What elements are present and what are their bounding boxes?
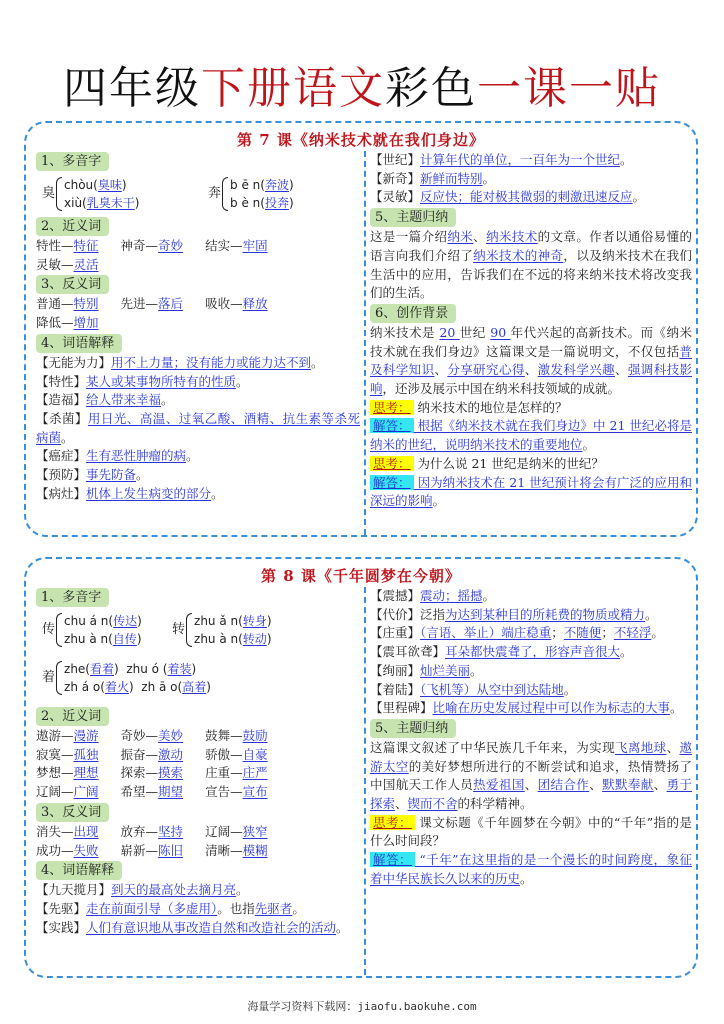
- pinyin: chu á n(: [64, 614, 114, 628]
- paren: ): [121, 178, 127, 192]
- term: 【灵敏】: [370, 189, 421, 205]
- pinyin: b è n(: [230, 196, 265, 210]
- antonym: 出现: [73, 823, 99, 839]
- keyword: 锲而不舍: [407, 796, 458, 812]
- word: 骄傲—: [205, 746, 243, 762]
- keyword: 纳米技术: [486, 229, 538, 245]
- answer: [370, 851, 692, 888]
- synonym: 广阔: [73, 784, 99, 800]
- punct: 。: [520, 870, 533, 886]
- synonym: 奇妙: [158, 238, 184, 253]
- text: 、: [524, 777, 538, 793]
- pinyin: b ē n(: [230, 178, 265, 192]
- definition: 走在前面引导（多虚用）: [86, 900, 218, 916]
- term: 【病灶】: [36, 485, 87, 501]
- synonym-row: [36, 764, 360, 783]
- polyphonic-item: [42, 608, 172, 652]
- synonym-row: [36, 256, 360, 275]
- brace-icon: [186, 613, 192, 647]
- definition-item: [36, 485, 360, 504]
- answer: [370, 417, 692, 454]
- definition: 机体上发生病变的部分: [86, 485, 212, 501]
- definition: 震动；摇撼: [420, 588, 483, 603]
- term: 【庄重】: [370, 625, 421, 641]
- section-theme: 5、主题归纳: [370, 719, 456, 738]
- synonym: 漫游: [73, 728, 99, 743]
- section-polyphonic: 1、多音字: [36, 152, 109, 171]
- lesson-8-left-column: [36, 587, 360, 937]
- synonym-row: [36, 727, 360, 746]
- word: 鼓舞—: [205, 728, 243, 743]
- text: 这篇课文叙述了中华民族几千年来，为实现: [370, 739, 615, 755]
- column-divider: [364, 151, 366, 535]
- synonym: 灵活: [73, 256, 99, 272]
- synonym-row: [36, 783, 360, 802]
- word: 先进—: [120, 296, 159, 312]
- word: 崭新—: [120, 842, 159, 858]
- example-word: 看着: [89, 662, 114, 676]
- definition-item: [370, 188, 692, 207]
- term: 【代价】: [370, 606, 421, 622]
- punct: 。: [632, 189, 646, 205]
- answer: [370, 474, 692, 511]
- poly-char: 转: [172, 621, 186, 637]
- brace-icon: [56, 661, 62, 695]
- title-part-2: 下册语文: [201, 63, 385, 114]
- answer-tag: 解答：: [370, 852, 415, 867]
- lesson-8-right-column: [370, 587, 692, 889]
- word: 放弃—: [120, 823, 159, 839]
- text: 、: [615, 362, 628, 378]
- synonym: 特征: [73, 238, 99, 253]
- definition-item: [36, 900, 360, 919]
- synonym: 宣布: [242, 784, 268, 800]
- keyword: 默默奉献: [602, 777, 654, 793]
- paren: ): [288, 178, 294, 192]
- word: 成功—: [36, 842, 74, 858]
- definition: 用日光、高温、过氧乙酸、酒精、抗生素等杀死病菌: [36, 410, 360, 445]
- lesson-7-right-column: [370, 151, 692, 511]
- definition: （言语、举止）端庄稳重: [420, 625, 552, 641]
- background-paragraph: [370, 324, 692, 399]
- poly-char: 着: [42, 669, 56, 685]
- text: 、: [666, 739, 680, 755]
- term: 【绚丽】: [370, 662, 421, 678]
- brace-icon: [56, 177, 62, 211]
- example-word: 奔波: [264, 178, 289, 192]
- question: 为什么说 21 世纪是纳米的世纪？: [413, 455, 604, 471]
- punct: ；: [601, 625, 614, 641]
- synonym: 孤独: [73, 746, 99, 762]
- pinyin: xiù(: [64, 196, 87, 210]
- punct: 。: [236, 373, 249, 389]
- text: 、: [473, 229, 487, 245]
- antonym: 狭窄: [242, 823, 268, 839]
- antonym: 落后: [158, 296, 184, 312]
- definition: 生有恶性肿瘤的病: [86, 448, 187, 464]
- word: 遨游—: [36, 728, 74, 743]
- definition: 反应快；能对极其微弱的刺激迅速反应: [420, 189, 633, 205]
- definition: 计算年代的单位，一百年为一个世纪: [420, 152, 621, 167]
- definition: 不随便: [563, 625, 602, 641]
- example-word: 高着: [182, 680, 207, 694]
- synonym: 庄严: [242, 765, 268, 781]
- theme-paragraph: [370, 739, 692, 814]
- antonym: 模糊: [242, 842, 268, 858]
- keyword: 遨游太空: [370, 739, 692, 774]
- poly-char: 奔: [208, 185, 222, 201]
- antonym: 特别: [73, 296, 99, 312]
- synonym: 激动: [158, 746, 184, 762]
- keyword: 20: [439, 324, 460, 340]
- think-question: [370, 399, 692, 418]
- word: 奇妙—: [120, 728, 159, 743]
- keyword: 纳米技术的神奇: [473, 247, 564, 263]
- paren: ): [136, 632, 142, 646]
- title-part-4: 一课一贴: [477, 63, 661, 114]
- synonym-row: [36, 237, 360, 256]
- synonym: 美妙: [158, 728, 184, 743]
- definition: 人们有意识地从事改造自然和改造社会的活动: [86, 919, 337, 935]
- term: 【杀菌】: [36, 410, 88, 426]
- definition-item: [36, 466, 360, 485]
- polyphonic-row: [36, 608, 360, 652]
- punct: 。: [482, 170, 496, 186]
- section-definitions: 4、词语解释: [36, 334, 122, 353]
- definition-item: [370, 643, 692, 662]
- think-tag: 思考：: [370, 400, 414, 415]
- answer-text: 根据《纳米技术就在我们身边》中 21 世纪必将是纳米的世纪，说明纳米技术的重要地位: [370, 418, 692, 453]
- section-synonyms: 2、近义词: [36, 217, 109, 236]
- punct: 。: [620, 644, 633, 660]
- antonym-row: [36, 842, 360, 861]
- word: 吸收—: [205, 296, 243, 312]
- word: 辽阔—: [36, 784, 74, 800]
- keyword: 90: [490, 324, 511, 340]
- word: 普通—: [36, 296, 74, 312]
- definition-item: [36, 410, 360, 447]
- antonym-row: [36, 314, 360, 333]
- term: 【着陆】: [370, 681, 421, 697]
- word: 神奇—: [120, 238, 159, 253]
- example-word: 投奔: [264, 196, 289, 210]
- word: 降低—: [36, 315, 74, 331]
- definition: 灿烂美丽: [420, 662, 471, 678]
- keyword: 飞离地球: [614, 739, 667, 755]
- term: 【造福】: [36, 392, 87, 408]
- text: 、: [524, 362, 538, 378]
- section-antonyms: 3、反义词: [36, 803, 109, 822]
- punct: 。: [186, 448, 199, 464]
- paren: ): [128, 680, 134, 694]
- definition: 耳朵都快震聋了，形容声音很大: [445, 644, 621, 660]
- column-divider: [364, 587, 366, 975]
- definition: 某人或某事物所特有的性质: [86, 373, 237, 389]
- keyword: 强调科技影响: [370, 362, 692, 397]
- punct: 。: [582, 437, 596, 453]
- answer-text: 因为纳米技术在 21 世纪预计将会有广泛的应用和深远的影响: [370, 474, 692, 509]
- example-word: 传达: [113, 614, 138, 628]
- answer-tag: 解答：: [370, 475, 414, 490]
- antonym: 陈旧: [158, 842, 184, 858]
- term: 【癌症】: [36, 448, 87, 464]
- synonym: 期望: [158, 784, 184, 800]
- paren: ): [191, 662, 197, 676]
- keyword: 热爱祖国: [473, 777, 525, 793]
- text: 的美好梦想所进行的不断尝试和追求，热情赞扬了中国航天工作人员: [370, 758, 692, 793]
- definition: 新鲜而特别: [420, 170, 483, 186]
- word: 辽阔—: [205, 823, 243, 839]
- pinyin: zh á o(: [64, 680, 105, 694]
- pinyin: zhu à n(: [194, 632, 243, 646]
- definition-item: [370, 662, 692, 681]
- brace-icon: [56, 613, 62, 647]
- definition: 到天的最高处去摘月亮: [111, 882, 237, 898]
- punct: 。: [236, 882, 249, 898]
- definition-item: [36, 391, 360, 410]
- definition-item: [370, 624, 692, 643]
- lesson-8-card: [24, 557, 698, 978]
- punct: 。: [651, 625, 664, 641]
- keyword: 团结合作: [537, 777, 590, 793]
- punct: 。: [482, 588, 496, 603]
- lesson-8-title: 第 8 课《千年圆梦在今朝》: [261, 567, 461, 585]
- definition: 比喻在历史发展过程中可以作为标志的大事: [432, 700, 671, 716]
- text: 、: [653, 777, 667, 793]
- lesson-7-left-column: [36, 151, 360, 503]
- answer-tag: 解答：: [370, 418, 414, 433]
- paren: ): [137, 614, 142, 628]
- example-word: 着装: [167, 662, 192, 676]
- example-word: 自传: [112, 632, 137, 646]
- section-theme: 5、主题归纳: [370, 208, 456, 227]
- synonym: 自豪: [242, 746, 268, 762]
- word: 希望—: [120, 784, 159, 800]
- text: 。也指: [217, 900, 255, 916]
- word: 灵敏—: [36, 256, 74, 272]
- punct: 。: [161, 392, 174, 408]
- question: 纳米技术的地位是怎样的？: [413, 399, 568, 415]
- example-word: 乳臭未干: [86, 196, 135, 210]
- definition: 事先防备: [86, 467, 137, 483]
- definition-item: [370, 699, 692, 718]
- definition: 给人带来幸福: [86, 392, 162, 408]
- lesson-7-card: [24, 121, 698, 537]
- paren: ): [266, 614, 272, 628]
- question: 课文标题《千年圆梦在今朝》中的“千年”指的是什么时间段？: [370, 814, 692, 849]
- punct: 。: [61, 429, 74, 445]
- antonym: 增加: [73, 315, 99, 331]
- paren: ): [206, 680, 211, 694]
- definition: 为达到某种目的所耗费的物质或精力: [445, 606, 646, 622]
- keyword: 激发科学兴趣: [537, 362, 615, 378]
- term: 【里程碑】: [370, 700, 433, 716]
- poly-char: 传: [42, 621, 56, 637]
- antonym: 坚持: [158, 823, 184, 839]
- punct: 。: [645, 606, 658, 622]
- term: 【无能为力】: [36, 354, 112, 370]
- term: 【震耳欲聋】: [370, 644, 446, 660]
- punct: 。: [432, 493, 446, 509]
- polyphonic-item: [42, 656, 360, 700]
- title-part-1: 四年级: [63, 63, 201, 114]
- synonym-row: [36, 746, 360, 765]
- paren: ): [288, 196, 294, 210]
- term: 【震撼】: [370, 588, 421, 603]
- pinyin: zhu ǎ n(: [194, 614, 243, 628]
- definition: 用不上力量；没有能力或能力达不到: [111, 354, 312, 370]
- word: 消失—: [36, 823, 74, 839]
- punct: 。: [470, 662, 483, 678]
- pinyin: zh ā o(: [141, 680, 183, 694]
- lesson-7-title: 第 7 课《纳米技术就在我们身边》: [237, 131, 485, 149]
- section-antonyms: 3、反义词: [36, 275, 109, 294]
- word: 庄重—: [205, 765, 243, 781]
- section-background: 6、创作背景: [370, 304, 456, 323]
- text: 这是一篇介绍: [370, 229, 448, 245]
- text: 世纪: [459, 324, 491, 340]
- term: 【新奇】: [370, 170, 421, 186]
- think-question: [370, 455, 692, 474]
- punct: 。: [670, 700, 683, 716]
- synonym: 鼓励: [242, 728, 268, 743]
- term: 【预防】: [36, 467, 87, 483]
- punct: 。: [136, 467, 149, 483]
- keyword: 分享研究心得: [447, 362, 525, 378]
- definition-item: [36, 881, 360, 900]
- text: ，以及纳米技术在我们生活中的应用，告诉我们在不远的将来纳米技术将改变我们的生活。: [370, 247, 692, 301]
- section-synonyms: 2、近义词: [36, 707, 109, 726]
- theme-paragraph: [370, 228, 692, 303]
- pinyin: zhe(: [64, 662, 90, 676]
- antonym-row: [36, 823, 360, 842]
- pinyin: chòu(: [64, 178, 98, 192]
- brace-icon: [222, 177, 228, 211]
- definition: （飞机等）从空中到达陆地: [420, 681, 564, 697]
- text: 泛指: [420, 606, 446, 622]
- punct: 。: [211, 485, 224, 501]
- definition-item: [36, 919, 360, 938]
- text: 纳米技术是: [370, 324, 440, 340]
- synonym: 理想: [73, 765, 99, 781]
- example-word: 臭味: [97, 178, 122, 192]
- synonym: 摸索: [158, 765, 184, 781]
- pinyin: zhu à n(: [64, 632, 113, 646]
- term: 【实践】: [36, 919, 87, 935]
- example-word: 着火: [104, 680, 129, 694]
- polyphonic-item: [172, 608, 272, 652]
- term: 【九天揽月】: [36, 882, 112, 898]
- definition-item: [370, 681, 692, 700]
- keyword: 勇于探索: [370, 777, 692, 812]
- antonym: 失败: [73, 842, 99, 858]
- punct: 。: [292, 900, 305, 916]
- section-definitions: 4、词语解释: [36, 861, 122, 880]
- example-word: 转身: [242, 614, 267, 628]
- footer-source: 海量学习资料下载网：jiaofu.baokuhe.com: [247, 1000, 477, 1013]
- word: 结实—: [205, 238, 243, 253]
- polyphonic-item: [208, 172, 294, 216]
- answer-text: “千年”在这里指的是一个漫长的时间跨度，象征着中华民族长久以来的历史: [370, 852, 692, 886]
- punct: 。: [311, 354, 324, 370]
- polyphonic-row: [36, 172, 360, 216]
- keyword: 普及科学知识: [370, 343, 692, 378]
- term: 【世纪】: [370, 152, 421, 167]
- text: 的文章。作者以通俗易懂的语言向我们介绍了: [370, 229, 692, 263]
- text: 、: [434, 362, 448, 378]
- word: 特性—: [36, 238, 74, 253]
- word: 寂寞—: [36, 746, 74, 762]
- text: 、: [395, 796, 408, 812]
- text: 、: [589, 777, 603, 793]
- word: 梦想—: [36, 765, 74, 781]
- pinyin: zhu ó (: [126, 662, 168, 676]
- keyword: 纳米: [447, 229, 474, 245]
- antonym-row: [36, 295, 360, 314]
- poly-char: 臭: [42, 185, 56, 201]
- definition-item: [370, 606, 692, 625]
- synonym: 牢固: [242, 238, 268, 253]
- punct: 。: [336, 919, 349, 935]
- definition-item: [36, 354, 360, 373]
- text: 的科学精神。: [457, 796, 533, 812]
- text: 年代兴起的高新技术。而《纳米技术就在我们身边》这篇课文是一篇说明文，不仅包括: [370, 324, 692, 359]
- definition-item: [370, 151, 692, 170]
- page-title: [0, 52, 724, 116]
- word: 探索—: [120, 765, 159, 781]
- paren: ): [266, 632, 272, 646]
- paren: ): [134, 196, 140, 210]
- title-part-3: 彩色: [385, 63, 477, 114]
- definition-item: [370, 587, 692, 606]
- word: 振奋—: [120, 746, 159, 762]
- definition-item: [370, 170, 692, 189]
- paren: ): [114, 662, 119, 676]
- definition-item: [36, 373, 360, 392]
- term: 【特性】: [36, 373, 87, 389]
- example-word: 转动: [242, 632, 267, 646]
- text: ，还涉及展示中国在纳米科技领域的成就。: [382, 381, 621, 397]
- think-question: [370, 814, 692, 851]
- polyphonic-item: [42, 172, 208, 216]
- think-tag: 思考：: [370, 456, 414, 471]
- term: 【先驱】: [36, 900, 87, 916]
- punct: 。: [620, 152, 633, 167]
- section-polyphonic: 1、多音字: [36, 588, 109, 607]
- definition: 不轻浮: [613, 625, 652, 641]
- definition: 先驱者: [254, 900, 293, 916]
- think-tag: 思考：: [370, 815, 415, 830]
- word: 清晰—: [205, 842, 243, 858]
- definition-item: [36, 447, 360, 466]
- punct: ；: [551, 625, 564, 641]
- word: 宣告—: [205, 784, 243, 800]
- punct: 。: [563, 681, 577, 697]
- antonym: 释放: [242, 296, 268, 312]
